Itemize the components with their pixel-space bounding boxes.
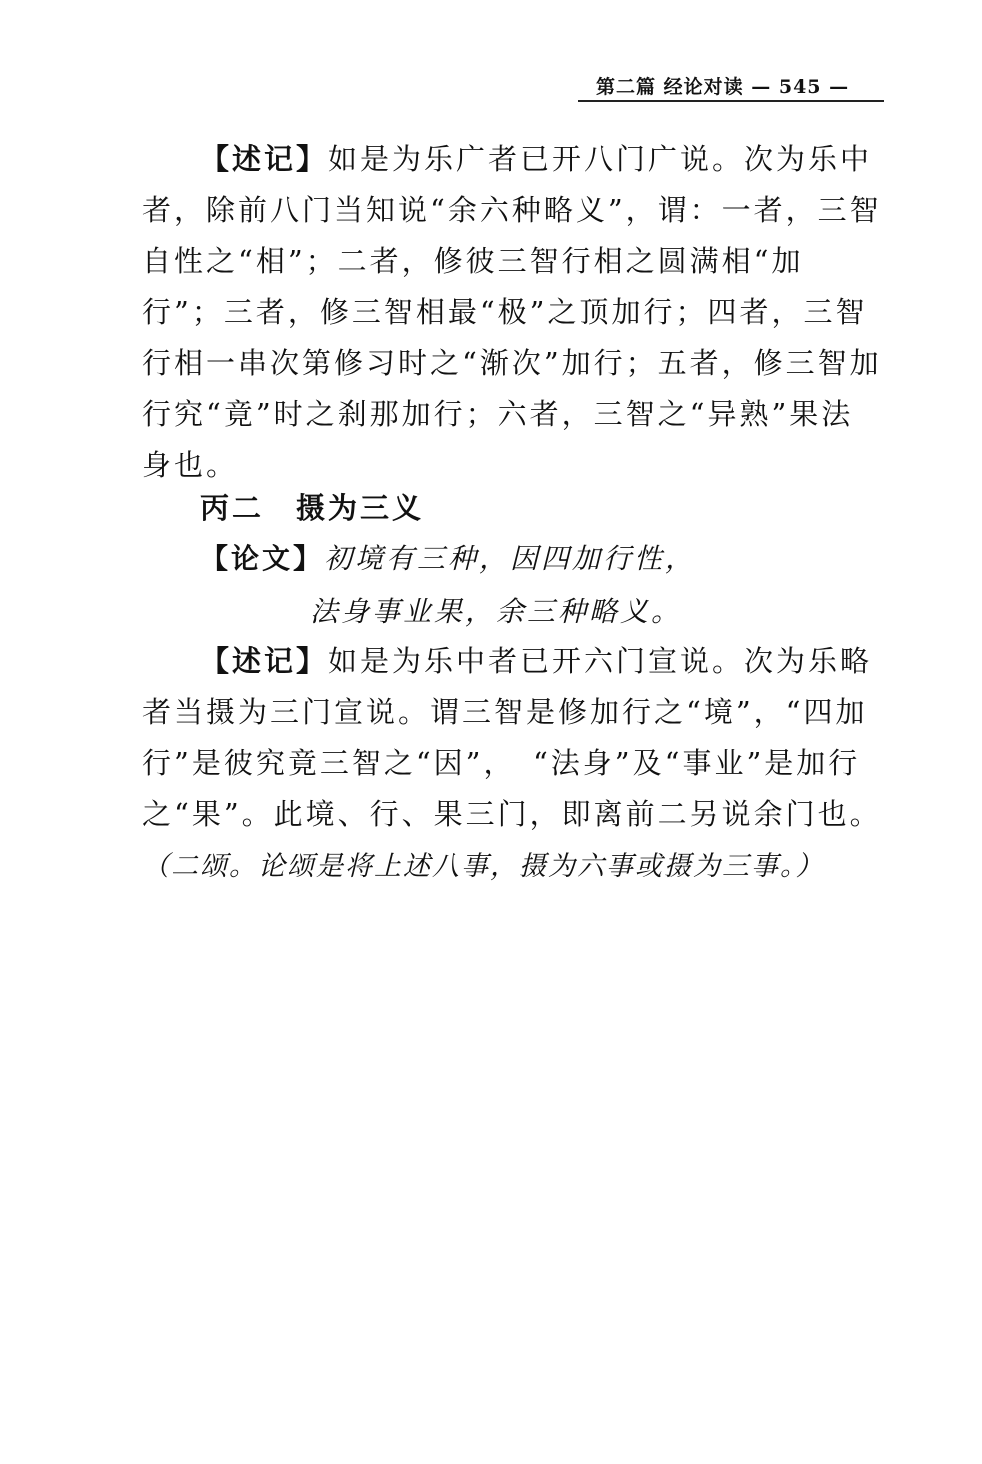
commentary-paragraph-1 [142, 134, 882, 491]
verse-text-1: 初境有三种，因四加行性， [324, 542, 697, 575]
verse-text-2: 法身事业果，余三种略义。 [310, 595, 683, 628]
commentary-note: （二颂。论颂是将上述八事，摄为六事或摄为三事。） [142, 851, 825, 882]
verse-line-1 [200, 537, 696, 577]
page-header: 第二篇 经论对读 — 545 — [596, 76, 850, 98]
verse-label: 【论文】 [200, 542, 325, 575]
commentary-label: 【述记】 [200, 142, 329, 176]
commentary-text: 如是为乐广者已开八门广说。次为乐中者，除前八门当知说“余六种略义”，谓：一者，三智自性之“相”；二者，修彼三智行相之圆满相“加行”；三者，修三智相最“极”之顶加行；四者，三智行相一串次第修习时之“渐次”加行；五者，修三智加行究“竟”时之刹那加行；六者，三智之“异熟”果法身也。 [142, 142, 882, 482]
commentary-label-2: 【述记】 [200, 644, 329, 678]
header-rule [578, 100, 884, 102]
commentary-paragraph-2 [142, 636, 882, 892]
section-heading: 丙二 摄为三义 [200, 491, 425, 525]
verse-line-2 [310, 590, 682, 630]
commentary-text-2: 如是为乐中者已开六门宣说。次为乐略者当摄为三门宣说。谓三智是修加行之“境”，“四加行”是彼究竟三智之“因”， “法身”及“事业”是加行之“果”。此境、行、果三门，即离前二另说余门也。 [142, 644, 882, 831]
